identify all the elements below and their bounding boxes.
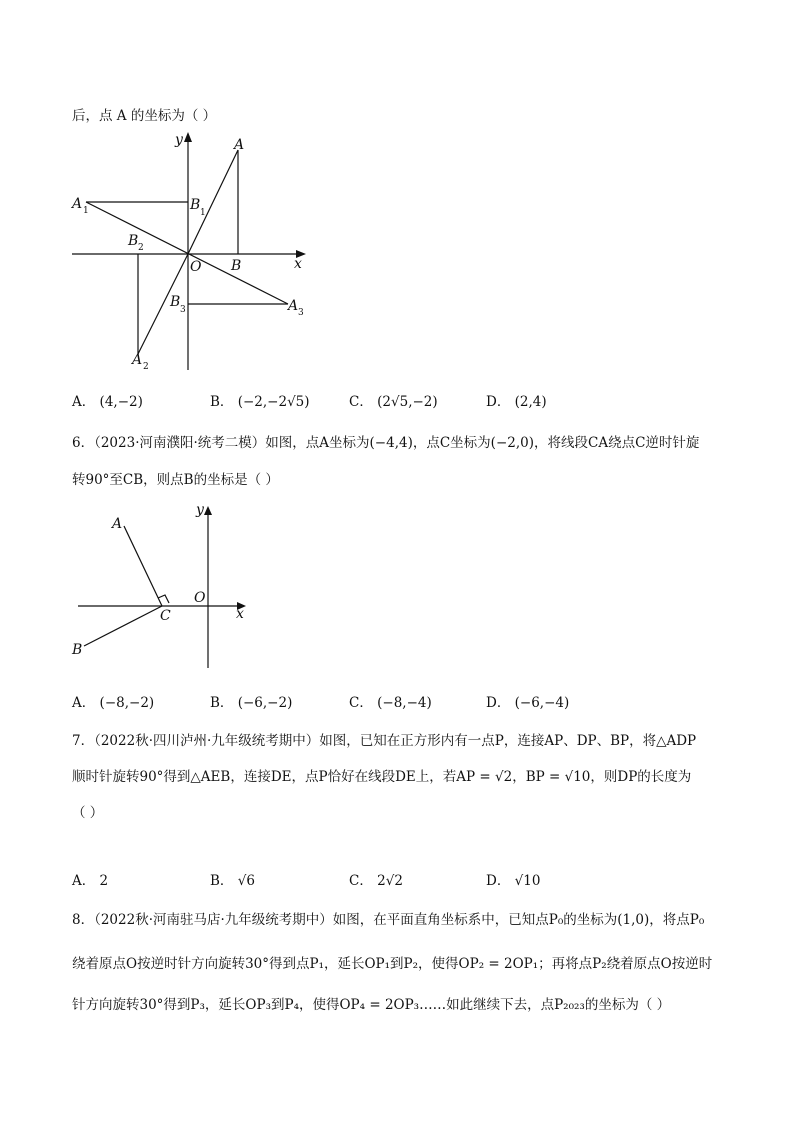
q5-label-A1-sub: 1 (83, 206, 89, 216)
q6-option-c[interactable] (349, 691, 432, 711)
q6-option-d[interactable] (486, 691, 569, 711)
option-text: 2 (99, 873, 109, 889)
q6-line-1: 6．（2023·河南濮阳·统考二模）如图，点A坐标为(−4,4)，点C坐标为(−2,0)，将线段CA绕点C逆时针旋 (72, 435, 700, 451)
q5-option-c[interactable] (349, 390, 438, 410)
q6-option-b[interactable] (210, 691, 292, 711)
q5-y-arrow (184, 132, 192, 142)
q7-line-1: 7．（2022秋·四川泸州·九年级统考期中）如图，已知在正方形内有一点P，连接AP、DP、BP，将△ADP (72, 733, 697, 749)
q6-label-y: y (196, 502, 204, 518)
q5-label-A1: A (72, 196, 83, 212)
q5-option-d[interactable] (486, 390, 547, 410)
option-text: (−8,−2) (99, 695, 155, 711)
option-letter: A． (72, 695, 96, 711)
option-text: (−6,−2) (237, 695, 293, 711)
option-text: √10 (514, 873, 541, 889)
q8-line-3: 针方向旋转30°得到P₃，延长OP₃到P₄，使得OP₄ = 2OP₃……如此继续下去，点P₂₀₂₃的坐标为（ ） (72, 997, 671, 1013)
q5-label-B: B (231, 258, 242, 274)
q6-y-arrow (204, 506, 212, 515)
option-letter: D． (486, 873, 511, 889)
option-text: √6 (237, 873, 255, 889)
q6-line-2: 转90°至CB，则点B的坐标是（ ） (72, 472, 279, 488)
option-text: (−2,−2√5) (237, 394, 310, 410)
q5-option-a[interactable] (72, 390, 143, 410)
q5-label-B1: B (190, 197, 201, 213)
q6-label-O: O (194, 590, 206, 606)
q7-option-c[interactable] (349, 869, 403, 889)
q5-label-A3: A (288, 298, 299, 314)
option-text: (−8,−4) (377, 695, 432, 711)
option-letter: B． (210, 695, 234, 711)
q7-line-3: （ ） (72, 805, 104, 821)
q5-label-O: O (190, 259, 202, 275)
q5-label-B3-sub: 3 (180, 305, 186, 315)
option-text: 2√2 (377, 873, 403, 889)
q8-line-1: 8．（2022秋·河南驻马店·九年级统考期中）如图，在平面直角坐标系中，已知点P₀的坐标为(1,0)，将点P₀ (72, 912, 705, 928)
option-letter: D． (486, 695, 511, 711)
q5-label-B2: B (128, 233, 139, 249)
option-letter: C． (349, 695, 373, 711)
q7-option-a[interactable] (72, 869, 108, 889)
q6-label-B: B (72, 642, 83, 658)
q7-option-b[interactable] (210, 869, 255, 889)
q6-label-A: A (112, 516, 123, 532)
option-text: (−6,−4) (514, 695, 570, 711)
q7-option-d[interactable] (486, 869, 540, 889)
q5-label-B3: B (170, 294, 181, 310)
q5-label-y: y (175, 132, 183, 148)
option-letter: A． (72, 394, 96, 410)
q8-line-2: 绕着原点O按逆时针方向旋转30°得到点P₁，延长OP₁到P₂，使得OP₂ = 2OP₁；再将点P₂绕着原点O按逆时 (72, 956, 713, 972)
option-text: (4,−2) (99, 394, 143, 410)
option-text: (2√5,−2) (377, 394, 438, 410)
q5-option-b[interactable] (210, 390, 310, 410)
option-letter: B． (210, 873, 234, 889)
q5-label-B1-sub: 1 (200, 208, 206, 218)
option-letter: C． (349, 873, 373, 889)
option-letter: B． (210, 394, 234, 410)
q5-label-A2: A (132, 352, 143, 368)
q5-figure (62, 130, 322, 380)
q5-label-A: A (234, 137, 245, 153)
q5-label-A2-sub: 2 (143, 362, 149, 372)
q5-intro: 后，点 A 的坐标为（ ） (72, 108, 217, 124)
q5-label-x: x (294, 256, 302, 272)
q7-line-2: 顺时针旋转90°得到△AEB，连接DE，点P恰好在线段DE上，若AP = √2，BP = √10，则DP的长度为 (72, 769, 692, 785)
option-letter: A． (72, 873, 96, 889)
option-letter: D． (486, 394, 511, 410)
q6-label-x: x (236, 606, 244, 622)
q6-figure (66, 500, 266, 670)
q6-label-C: C (160, 608, 171, 624)
option-text: (2,4) (514, 394, 547, 410)
q5-label-A3-sub: 3 (298, 308, 304, 318)
q5-label-B2-sub: 2 (138, 243, 144, 253)
q6-option-a[interactable] (72, 691, 154, 711)
option-letter: C． (349, 394, 373, 410)
